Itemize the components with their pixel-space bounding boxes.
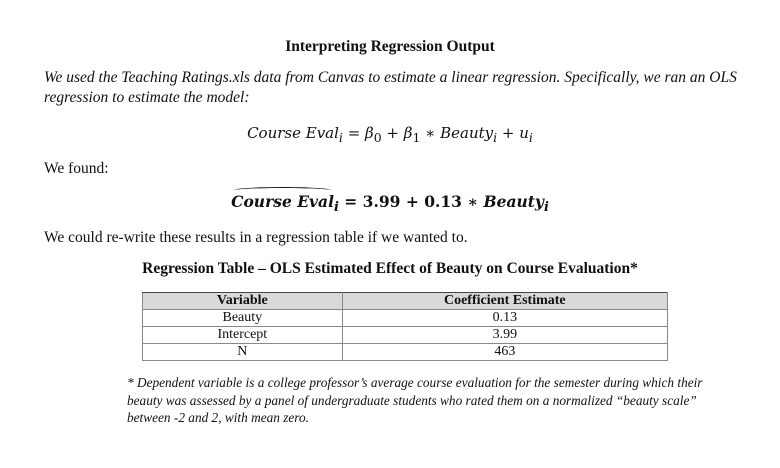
rewrite-sentence: We could re-write these results in a regression table if we wanted to. bbox=[44, 229, 468, 246]
header-coefficient: Coefficient Estimate bbox=[342, 293, 667, 310]
model-equation: Course Eval$_i$ = $\beta_0 + \beta_1$ ∗ Beauty$_i$ + $u_i$ bbox=[247, 124, 533, 145]
found-label: We found: bbox=[44, 160, 109, 177]
error-term-subscript: i bbox=[528, 130, 533, 145]
beta-zero-subscript: 0 bbox=[373, 130, 382, 145]
row-beauty-variable: Beauty bbox=[143, 310, 343, 327]
estimated-regressor: Beauty bbox=[483, 192, 544, 211]
table-footnote: * Dependent variable is a college professor’s average course evaluation for the semester during which their beauty was assessed by a panel of undergraduate students who rated them on a normalized “beauty scale” between -2 and 2, with mean zero. bbox=[127, 375, 703, 425]
estimated-regressor-subscript: i bbox=[543, 200, 549, 216]
slope-estimate: 0.13 bbox=[424, 192, 462, 211]
beta-one-subscript: 1 bbox=[412, 130, 421, 145]
hat-wrapper bbox=[231, 192, 334, 211]
row-intercept-variable: Intercept bbox=[143, 327, 343, 344]
row-n-value: 463 bbox=[342, 344, 667, 361]
estimated-lhs-subscript: i bbox=[333, 200, 339, 216]
model-regressor-subscript: i bbox=[493, 130, 498, 145]
error-term: u bbox=[519, 124, 529, 142]
row-intercept-coefficient: 3.99 bbox=[342, 327, 667, 344]
estimated-equation: Course Eval$_i$ = 3.99 + 0.13 ∗ Beauty$_i$ bbox=[0, 192, 780, 215]
table-row bbox=[143, 327, 668, 344]
hat-accent bbox=[233, 187, 332, 194]
table-row bbox=[143, 344, 668, 361]
document-title: Interpreting Regression Output bbox=[285, 38, 495, 55]
row-beauty-coefficient: 0.13 bbox=[342, 310, 667, 327]
beta-one-symbol: β bbox=[403, 124, 413, 142]
table-header-row bbox=[143, 293, 668, 310]
beta-zero-symbol: β bbox=[365, 124, 374, 142]
header-variable: Variable bbox=[143, 293, 343, 310]
table-title: Regression Table – OLS Estimated Effect of Beauty on Course Evaluation* bbox=[142, 260, 638, 277]
model-regressor: Beauty bbox=[440, 124, 494, 142]
estimated-lhs: Course Eval bbox=[231, 192, 334, 211]
intro-paragraph: We used the Teaching Ratings.xls data from Canvas to estimate a linear regression. Specifically, we ran an OLS regression to estimate the model: bbox=[44, 69, 737, 106]
model-lhs: Course Eval bbox=[247, 124, 339, 142]
regression-table bbox=[142, 292, 668, 361]
model-lhs-subscript: i bbox=[338, 130, 343, 145]
table-row bbox=[143, 310, 668, 327]
intercept-estimate: 3.99 bbox=[362, 192, 401, 211]
row-n-variable: N bbox=[143, 344, 343, 361]
